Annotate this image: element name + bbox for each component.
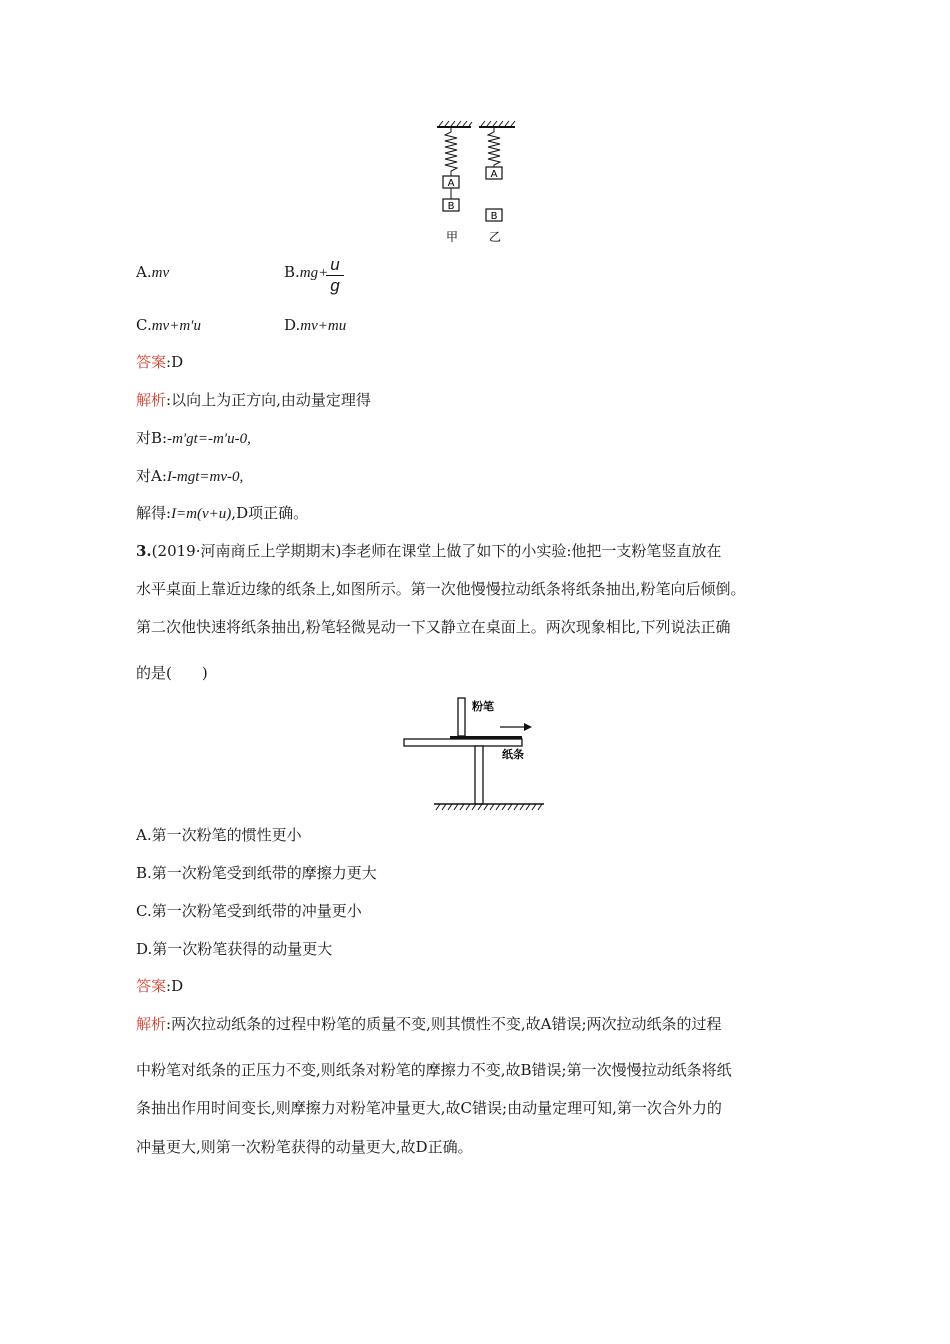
block-a-right-label: A bbox=[490, 169, 498, 180]
ceiling-left bbox=[437, 121, 472, 127]
block-a-left-label: A bbox=[447, 178, 455, 189]
spring-right bbox=[488, 127, 500, 167]
q3-analysis-line-2: 中粉笔对纸条的正压力不变,则纸条对粉笔的摩擦力不变,故B错误;第一次慢慢拉动纸条将纸 bbox=[136, 1061, 732, 1079]
chalk-label: 粉笔 bbox=[472, 700, 494, 713]
q3-analysis-line-3: 条抽出作用时间变长,则摩擦力对粉笔冲量更大,故C错误;由动量定理可知,第一次合外力的 bbox=[136, 1099, 722, 1117]
q2-analysis-intro: 解析:以向上为正方向,由动量定理得 bbox=[136, 391, 371, 409]
q3-answer: 答案:D bbox=[136, 977, 184, 995]
block-b-right-label: B bbox=[490, 211, 498, 222]
q2-option-b-fraction bbox=[326, 256, 344, 295]
q3-option-d: D.第一次粉笔获得的动量更大 bbox=[136, 940, 333, 958]
q3-number: 3. bbox=[136, 542, 152, 560]
block-b-left-label: B bbox=[447, 201, 455, 212]
ceiling-right bbox=[479, 121, 515, 127]
q2-option-a: A.mv bbox=[136, 263, 170, 281]
q2-option-d: D.mv+mu bbox=[284, 316, 347, 334]
q2-answer: 答案:D bbox=[136, 353, 184, 371]
analysis-label: 解析 bbox=[136, 391, 167, 409]
q3-option-b: B.第一次粉笔受到纸带的摩擦力更大 bbox=[136, 864, 377, 882]
q3-analysis-line-1: 解析:两次拉动纸条的过程中粉笔的质量不变,则其惯性不变,故A错误;两次拉动纸条的过程 bbox=[136, 1015, 722, 1033]
chalk-figure bbox=[400, 692, 550, 814]
q2-analysis-solve: 解得:I=m(v+u),D项正确。 bbox=[136, 504, 309, 522]
chalk bbox=[458, 698, 465, 736]
fraction-denominator: g bbox=[330, 276, 340, 295]
q2-option-c: C.mv+m′u bbox=[136, 316, 201, 334]
spring-figure bbox=[425, 118, 525, 246]
caption-jia: 甲 bbox=[445, 230, 459, 244]
q3-analysis-line-4: 冲量更大,则第一次粉笔获得的动量更大,故D正确。 bbox=[136, 1138, 473, 1156]
q3-stem-line-1: 3.(2019·河南商丘上学期期末)李老师在课堂上做了如下的小实验:他把一支粉笔竖直放在 bbox=[136, 542, 722, 560]
q3-option-a: A.第一次粉笔的惯性更小 bbox=[136, 826, 302, 844]
spring-left bbox=[445, 127, 457, 176]
table-top bbox=[404, 739, 522, 746]
analysis-label: 解析 bbox=[136, 1015, 167, 1033]
q3-stem-line-4: 的是( ) bbox=[136, 664, 208, 682]
ground bbox=[434, 804, 544, 810]
fraction-numerator: u bbox=[330, 255, 340, 274]
answer-label: 答案 bbox=[136, 353, 167, 371]
q3-stem-line-2: 水平桌面上靠近边缘的纸条上,如图所示。第一次他慢慢拉动纸条将纸条抽出,粉笔向后倾倒。 bbox=[136, 580, 746, 598]
q2-analysis-a: 对A:I-mgt=mv-0, bbox=[136, 467, 244, 485]
q3-option-c: C.第一次粉笔受到纸带的冲量更小 bbox=[136, 902, 362, 920]
paper-label: 纸条 bbox=[502, 748, 524, 761]
q3-stem-line-3: 第二次他快速将纸条抽出,粉笔轻微晃动一下又静立在桌面上。两次现象相比,下列说法正确 bbox=[136, 618, 731, 636]
q2-option-b: B.mg+ bbox=[284, 263, 329, 281]
caption-yi: 乙 bbox=[488, 230, 502, 244]
answer-label: 答案 bbox=[136, 977, 167, 995]
table-leg bbox=[475, 746, 483, 804]
q2-analysis-b: 对B:-m′gt=-m′u-0, bbox=[136, 429, 251, 447]
